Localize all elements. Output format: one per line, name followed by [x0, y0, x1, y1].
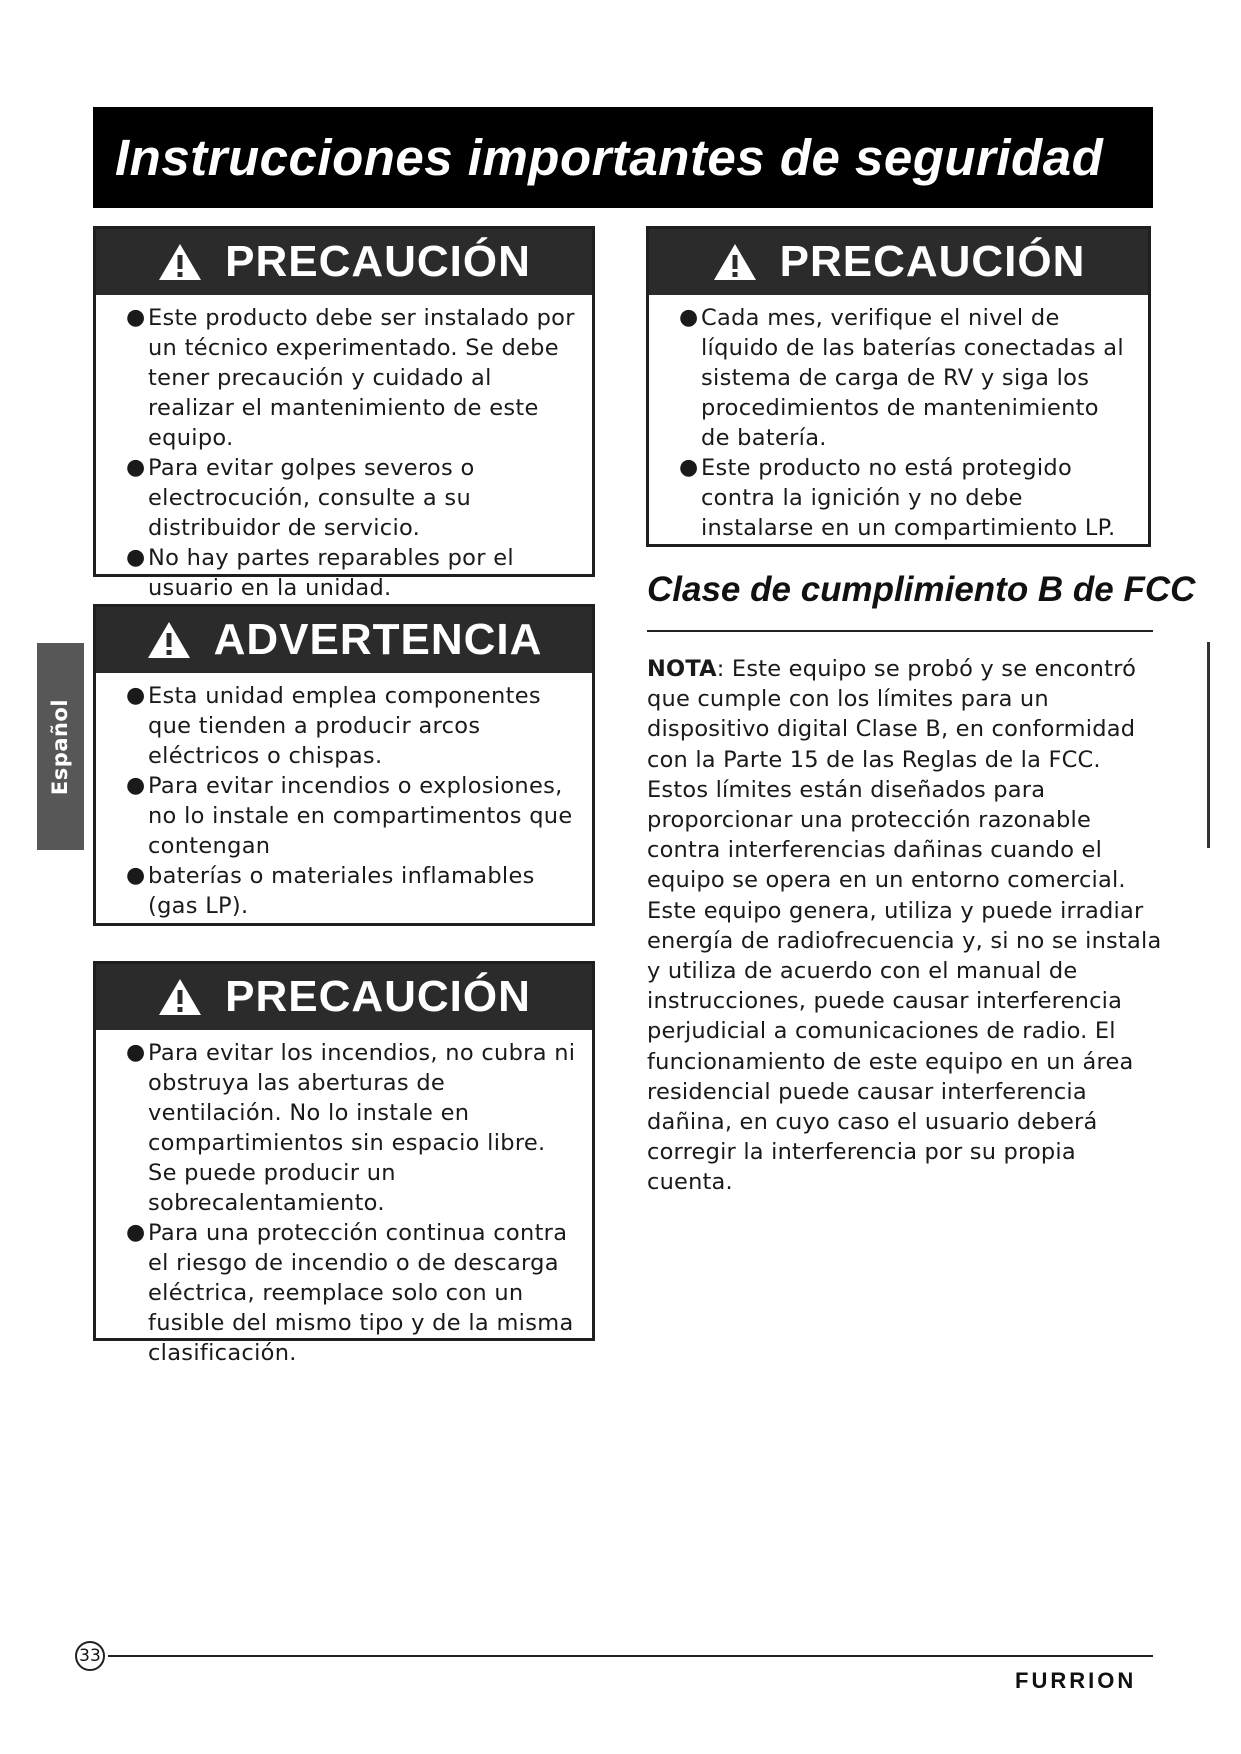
language-tab — [37, 643, 84, 850]
list-item: ● No hay partes reparables por el usuario en la unidad. — [126, 545, 514, 601]
list-item: ● Cada mes, verifique el nivel de líquido de las baterías conectadas al sistema de carga de RV y siga los procedimientos de mantenimiento de batería. — [679, 305, 1124, 451]
warning-triangle-icon — [157, 977, 203, 1017]
fcc-section-title: Clase de cumplimiento B de FCC — [647, 570, 1196, 609]
list-item: ● Para una protección continua contra el riesgo de incendio o de descarga eléctrica, reemplace solo con un fusible del mismo tipo y de la misma clasificación. — [126, 1220, 574, 1366]
caution-heading: PRECAUCIÓN — [225, 972, 531, 1021]
warning-heading: ADVERTENCIA — [213, 615, 543, 664]
list-item: ● baterías o materiales inflamables (gas LP). — [126, 863, 535, 919]
list-item: ● Para evitar los incendios, no cubra ni obstruya las aberturas de ventilación. No lo instale en compartimientos sin espacio libre. Se puede producir un sobrecalentamiento. — [126, 1040, 576, 1216]
page-number: 33 — [75, 1641, 105, 1671]
list-item: ● Para evitar incendios o explosiones, no lo instale en compartimentos que contengan — [126, 773, 573, 859]
list-item: ● Este producto debe ser instalado por un técnico experimentado. Se debe tener precaución y cuidado al realizar el mantenimiento de este equipo. — [126, 305, 575, 451]
fcc-note-paragraph — [647, 654, 1167, 1198]
caution-list — [96, 295, 592, 607]
warning-triangle-icon — [712, 242, 758, 282]
note-text: : Este equipo se probó y se encontró que cumple con los límites para un dispositivo digital Clase B, en conformidad con la Parte 15 de las Reglas de la FCC. Estos límites están diseñados para proporcionar una protección razonable contra interferencias dañinas cuando el equipo se opera en un entorno comercial. Este equipo genera, utiliza y puede irradiar energía de radiofrecuencia y, si no se instala y utiliza de acuerdo con el manual de instrucciones, puede causar interferencia perjudicial a comunicaciones de radio. El funcionamiento de este equipo en un área residencial puede causar interferencia dañina, en cuyo caso el usuario deberá corregir la interferencia por su propia cuenta. — [647, 656, 1162, 1196]
caution-box-battery — [646, 226, 1151, 547]
language-tab-label: Español — [48, 698, 73, 795]
caution-heading: PRECAUCIÓN — [225, 237, 531, 286]
note-label: NOTA — [647, 656, 717, 682]
warning-box-header — [96, 607, 592, 673]
page-edge-marker — [1207, 642, 1210, 848]
caution-box-header — [96, 229, 592, 295]
warning-triangle-icon — [146, 620, 192, 660]
warning-box-fire — [93, 604, 595, 926]
warning-triangle-icon — [157, 242, 203, 282]
list-item: ● Esta unidad emplea componentes que tienden a producir arcos eléctricos o chispas. — [126, 683, 541, 769]
caution-list — [96, 1030, 592, 1372]
brand-logo: FURRION — [1015, 1668, 1137, 1693]
caution-box-header — [649, 229, 1148, 295]
list-item: ● Para evitar golpes severos o electrocución, consulte a su distribuidor de servicio. — [126, 455, 475, 541]
page-title: Instrucciones importantes de seguridad — [115, 129, 1104, 186]
list-item: ● Este producto no está protegido contra la ignición y no debe instalarse en un compartimiento LP. — [679, 455, 1116, 541]
caution-box-ventilation — [93, 961, 595, 1366]
caution-box-installation — [93, 226, 595, 601]
title-banner — [93, 107, 1153, 208]
footer-divider — [108, 1655, 1153, 1657]
warning-list — [96, 673, 592, 925]
divider — [647, 630, 1153, 632]
caution-heading: PRECAUCIÓN — [779, 237, 1086, 286]
caution-box-header — [96, 964, 592, 1030]
caution-list — [649, 295, 1148, 547]
